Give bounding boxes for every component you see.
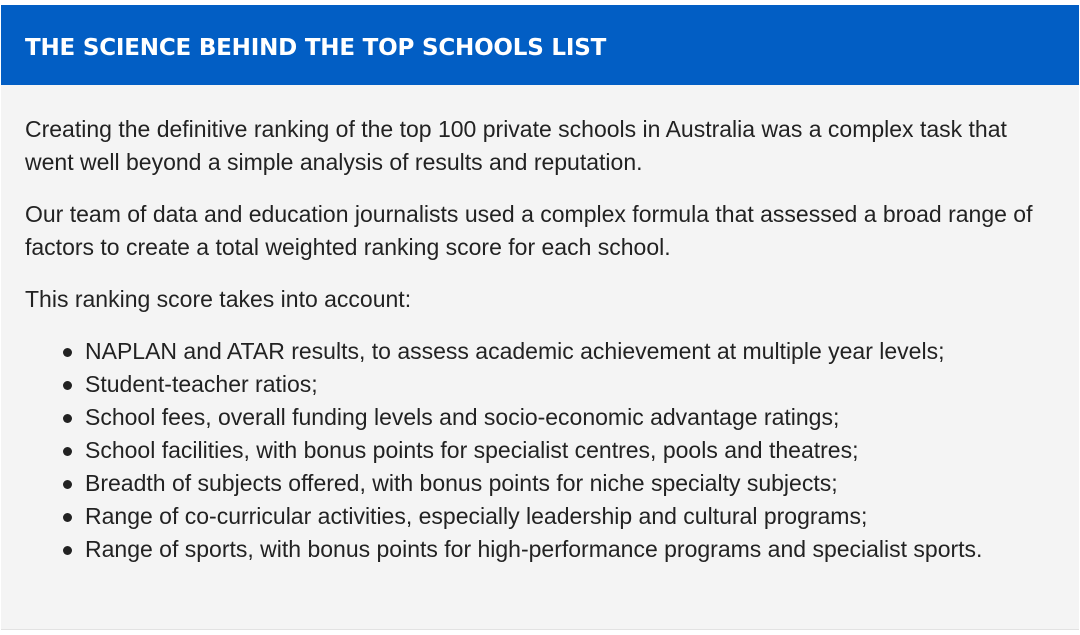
list-item: Range of sports, with bonus points for high-performance programs and specialist sports. — [85, 533, 1055, 566]
factors-list — [25, 335, 1055, 566]
list-item: Breadth of subjects offered, with bonus points for niche specialty subjects; — [85, 467, 1055, 500]
panel-title: THE SCIENCE BEHIND THE TOP SCHOOLS LIST — [25, 35, 607, 61]
panel-body — [1, 85, 1079, 566]
method-paragraph: Our team of data and education journalists used a complex formula that assessed a broad range of factors to create a total weighted ranking score for each school. — [25, 201, 1033, 260]
list-item: School facilities, with bonus points for specialist centres, pools and theatres; — [85, 434, 1055, 467]
factors-lead-paragraph: This ranking score takes into account: — [25, 286, 412, 312]
list-item: School fees, overall funding levels and socio-economic advantage ratings; — [85, 401, 1055, 434]
list-item: Range of co-curricular activities, especially leadership and cultural programs; — [85, 500, 1055, 533]
list-item: Student-teacher ratios; — [85, 368, 1055, 401]
panel-header — [1, 5, 1079, 85]
info-panel — [1, 5, 1079, 630]
list-item: NAPLAN and ATAR results, to assess academic achievement at multiple year levels; — [85, 335, 1055, 368]
intro-paragraph: Creating the definitive ranking of the top 100 private schools in Australia was a complex task that went well beyond a simple analysis of results and reputation. — [25, 116, 1007, 175]
